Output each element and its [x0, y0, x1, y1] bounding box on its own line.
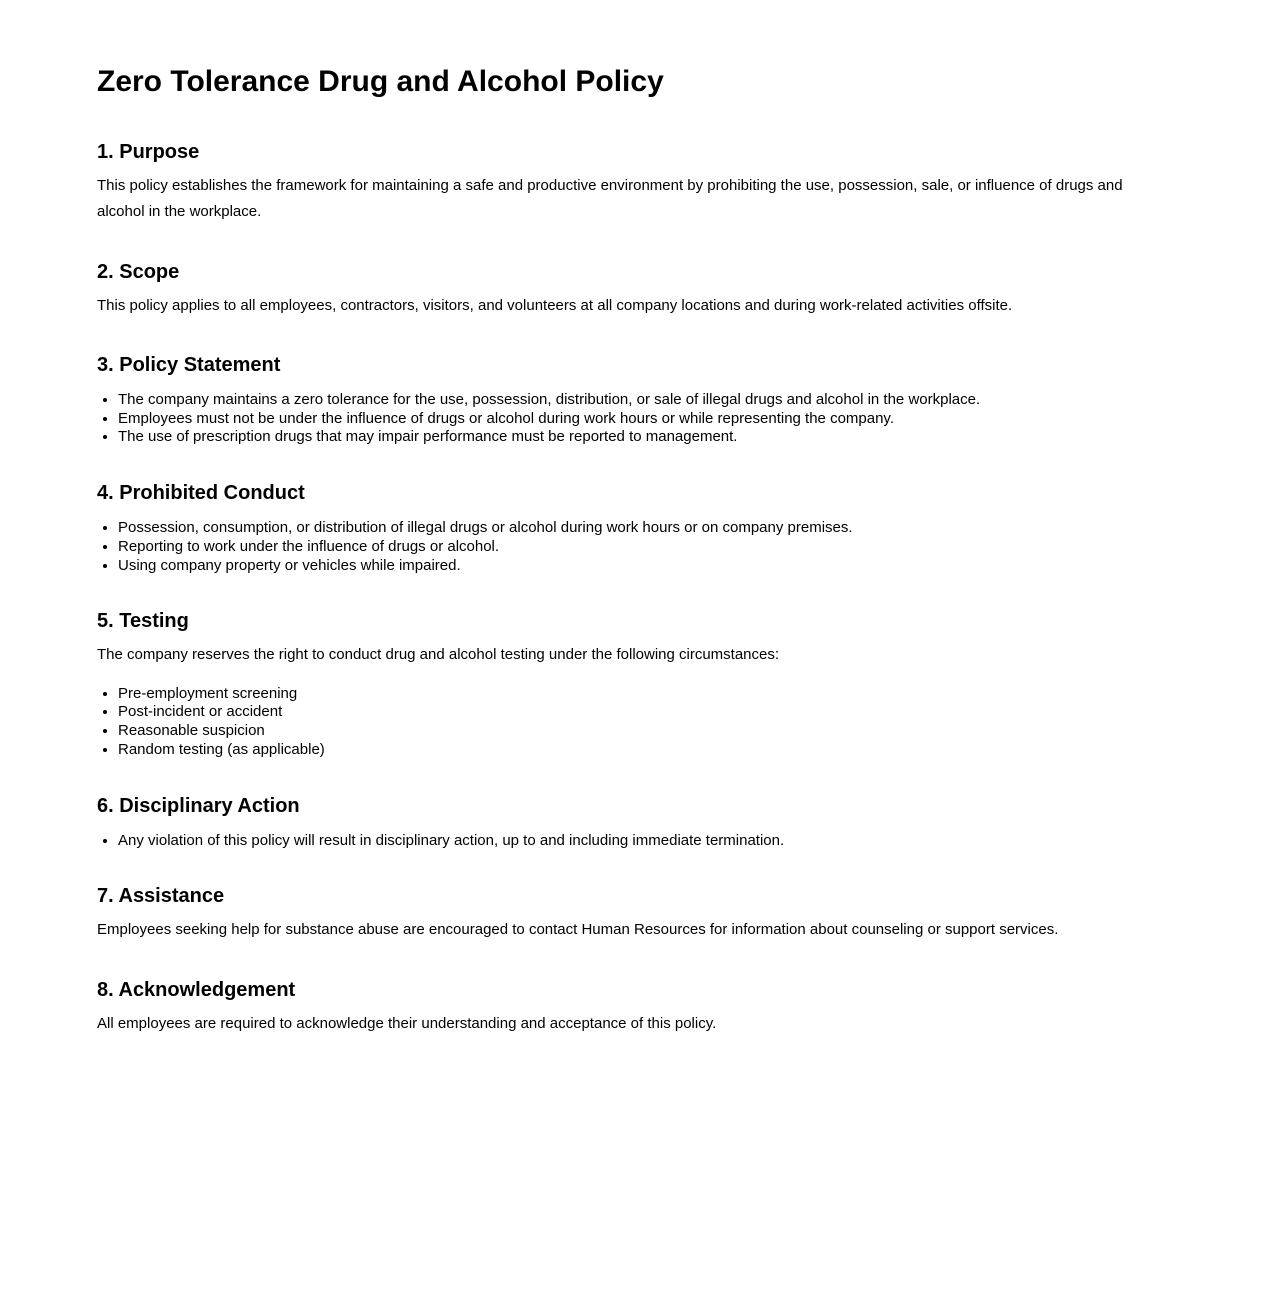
section-paragraph: This policy establishes the framework for maintaining a safe and productive environment by prohibiting the use, possession, sale, or influence of drugs and alcohol in the workplace. [97, 177, 1123, 221]
bullet-item: • Employees must not be under the influence of drugs or alcohol during work hours or while representing the company. [118, 410, 1163, 429]
section-paragraph: All employees are required to acknowledge their understanding and acceptance of this policy. [97, 1014, 717, 1032]
bullet-item: • Using company property or vehicles while impaired. [118, 557, 1163, 576]
bullet-list [97, 685, 1163, 760]
bullet-item: • Reasonable suspicion [118, 722, 1163, 741]
section-heading-scope: 2. Scope [97, 260, 180, 283]
section-heading-acknowledgement: 8. Acknowledgement [97, 978, 296, 1001]
section-heading-testing: 5. Testing [97, 610, 189, 633]
section-prohibited-conduct [97, 481, 1163, 575]
bullet-list [97, 391, 1163, 447]
bullet-item: • Random testing (as applicable) [118, 741, 1163, 760]
section-scope [97, 260, 1163, 319]
section-testing [97, 609, 1163, 759]
section-paragraph: The company reserves the right to conduct drug and alcohol testing under the following circumstances: [97, 646, 780, 664]
section-heading-prohibited-conduct: 4. Prohibited Conduct [97, 482, 305, 504]
section-heading-assistance: 7. Assistance [97, 885, 225, 908]
section-paragraph: This policy applies to all employees, contractors, visitors, and volunteers at all company locations and during work-related activities offsite. [97, 296, 1013, 314]
section-paragraph: Employees seeking help for substance abuse are encouraged to contact Human Resources for information about counseling or support services. [97, 921, 1059, 939]
bullet-item: • Any violation of this policy will result in disciplinary action, up to and including immediate termination. [118, 832, 1163, 851]
section-heading-disciplinary-action: 6. Disciplinary Action [97, 794, 300, 817]
section-heading-policy-statement: 3. Policy Statement [97, 353, 281, 376]
bullet-item: • Pre-employment screening [118, 685, 1163, 704]
bullet-item: • Reporting to work under the influence of drugs or alcohol. [118, 538, 1163, 557]
bullet-item: • Possession, consumption, or distribution of illegal drugs or alcohol during work hours or on company premises. [118, 519, 1163, 538]
bullet-item: • Post-incident or accident [118, 703, 1163, 722]
bullet-list [97, 519, 1163, 575]
section-purpose [97, 140, 1163, 226]
section-disciplinary-action [97, 794, 1163, 851]
bullet-item: • The use of prescription drugs that may impair performance must be reported to management. [118, 428, 1163, 447]
section-assistance [97, 884, 1163, 943]
section-acknowledgement [97, 978, 1163, 1037]
bullet-list [97, 832, 1163, 851]
document-title: Zero Tolerance Drug and Alcohol Policy [97, 65, 664, 98]
bullet-item: • The company maintains a zero tolerance for the use, possession, distribution, or sale of illegal drugs and alcohol in the workplace. [118, 391, 1163, 410]
section-heading-purpose: 1. Purpose [97, 141, 200, 163]
section-policy-statement [97, 353, 1163, 447]
